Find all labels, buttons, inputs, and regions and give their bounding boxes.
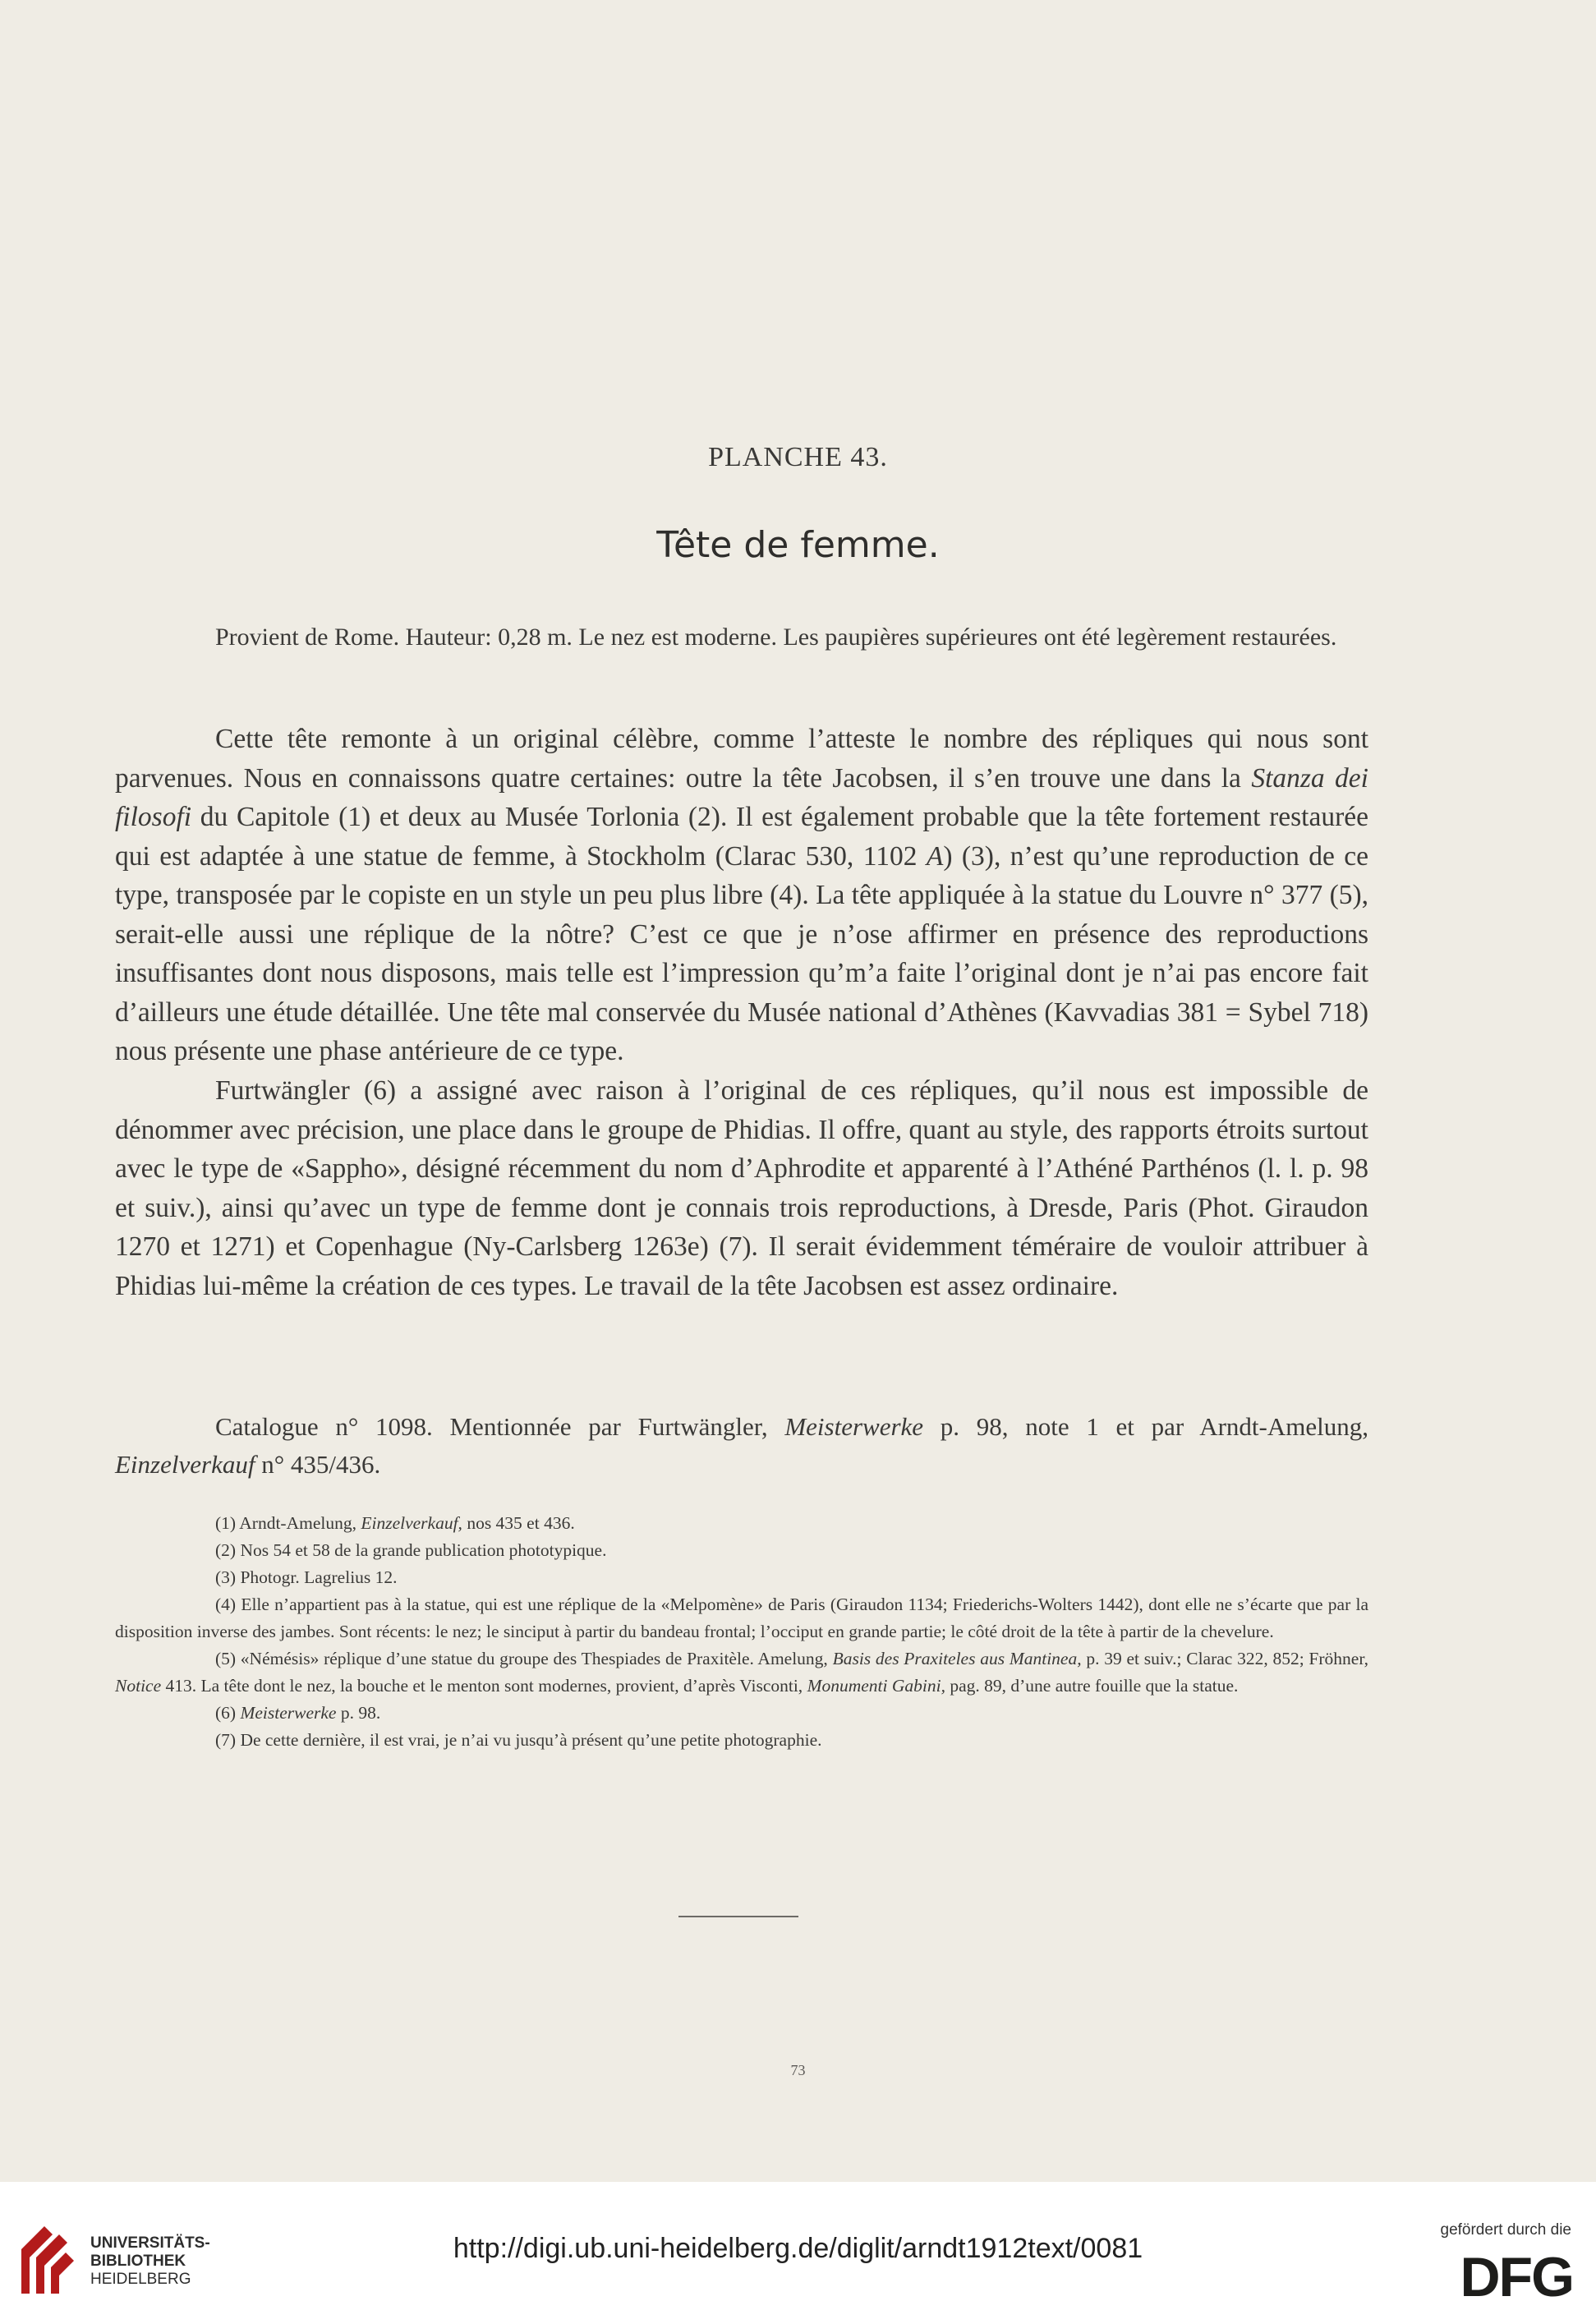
cat-text-a: Catalogue n° 1098. Mentionnée par Furtwängler, [215,1412,785,1441]
source-url-link[interactable]: http://digi.ub.uni-heidelberg.de/diglit/arndt1912text/0081 [453,2233,1143,2264]
fn5-text-b: p. 39 et suiv.; Clarac 322, 852; Fröhner, [1081,1649,1369,1668]
footnote-7: (7) De cette dernière, il est vrai, je n’ai vu jusqu’à présent qu’une petite photographie. [215,1730,822,1750]
cat-text-c: n° 435/436. [255,1450,381,1479]
p2-text: Furtwängler (6) a assigné avec raison à l’original de ces répliques, qu’il nous est impossible de dénommer avec précision, une place dans le groupe de Phidias. Il offre, quant au style, des rapports étroits surtout avec le type de «Sappho», désigné récemment du nom d’Aphrodite et apparenté à l’Athéné Parthénos (l. l. p. 98 et suiv.), ainsi qu’avec un type de femme dont je connais trois reproductions, à Dresde, Paris (Phot. Giraudon 1270 et 1271) et Copenhague (Ny-Carlsberg 1263e) (7). Il serait évidemment téméraire de vouloir attribuer à Phidias lui-même la création de ces types. Le travail de la tête Jacobsen est assez ordinaire. [115,1075,1368,1301]
fn5-text-d: pag. 89, d’une autre fouille que la statue. [945,1676,1239,1696]
fn5-text-a: (5) «Némésis» réplique d’une statue du groupe des Thespiades de Praxitèle. Amelung, [215,1649,833,1668]
library-line-3: HEIDELBERG [90,2271,191,2288]
cat-text-b: p. 98, note 1 et par Arndt-Amelung, [923,1412,1368,1441]
fn5-italic-notice: Notice [115,1676,162,1696]
footnote-4: (4) Elle n’appartient pas à la statue, qui est une réplique de la «Melpomène» de Paris (Giraudon 1134; Friederichs-Wolters 1442), dont elle ne s’écarte que par la disposition inverse des jambes. Sont récents: le nez; le sinciput à partir du bandeau frontal; l’occiput en grande partie; le côté droit de la tête à partir de la chevelure. [115,1595,1368,1641]
page-title: Tête de femme. [656,524,940,566]
fn5-text-c: 413. La tête dont le nez, la bouche et le menton sont modernes, provient, d’après Visconti, [161,1676,807,1696]
fn6-text-a: (6) [215,1703,241,1723]
library-line-2: BIBLIOTHEK [90,2253,186,2270]
p1-italic-a: A [926,840,944,872]
dfg-logo: DFG [1460,2246,1573,2308]
cat-italic-meisterwerke: Meisterwerke [784,1412,924,1441]
fn6-text-b: p. 98. [336,1703,381,1723]
fn5-italic-monumenti: Monumenti Gabini, [807,1676,945,1696]
catalogue-note [115,1408,1368,1484]
plate-number: PLANCHE 43. [708,442,888,472]
provenance-note: Provient de Rome. Hauteur: 0,28 m. Le nez est moderne. Les paupières supérieures ont été legèrement restaurées. [215,624,1337,651]
paragraph-1 [115,720,1368,1071]
footnote-1 [115,1510,1368,1537]
p1-italic-stanza: Stanza dei filosofi [115,762,1368,832]
fn6-italic: Meisterwerke [240,1703,337,1723]
p1-text-c: ) (3), n’est qu’une reproduction de ce type, transposée par le copiste en un style un peu plus libre (4). La tête appliquée à la statue du Louvre n° 377 (5), serait-elle aussi une réplique de la nôtre? C’est ce que je n’ose affirmer en présence des reproductions insuffisantes dont nous disposons, mais telle est l’impression qu’m’a faite l’original dont je n’ai pas encore fait d’ailleurs une étude détaillée. Une tête mal conservée du Musée national d’Athènes (Kavvadias 381 = Sybel 718) nous présente une phase antérieure de ce type. [115,840,1369,1066]
fn5-italic-basis: Basis des Praxiteles aus Mantinea, [832,1649,1082,1668]
library-line-1: UNIVERSITÄTS- [90,2234,210,2252]
funding-label: gefördert durch die [1440,2221,1571,2239]
p1-text-a: Cette tête remonte à un original célèbre, comme l’atteste le nombre des répliques qui nous sont parvenues. Nous en connaissons quatre certaines: outre la tête Jacobsen, il s’en trouve une dans la [115,724,1368,794]
p1-text-b: du Capitole (1) et deux au Musée Torlonia (2). Il est également probable que la tête fortement restaurée qui est adaptée à une statue de femme, à Stockholm (Clarac 530, 1102 [115,802,1368,872]
footnote-6 [115,1700,1368,1727]
footnote-2: (2) Nos 54 et 58 de la grande publication phototypique. [215,1540,607,1560]
fn1-text-b: nos 435 et 436. [462,1513,575,1533]
footnote-3: (3) Photogr. Lagrelius 12. [215,1567,398,1587]
separator-rule [678,1916,798,1917]
footnote-5 [115,1645,1368,1700]
fn1-text-a: (1) Arndt-Amelung, [215,1513,361,1533]
page-number: 73 [790,2062,806,2078]
footer-bar [0,2182,1596,2324]
fn1-italic: Einzelverkauf, [361,1513,462,1533]
paragraph-2 [115,1071,1368,1305]
footnotes [115,1510,1368,1754]
cat-italic-einzelverkauf: Einzelverkauf [115,1450,255,1479]
